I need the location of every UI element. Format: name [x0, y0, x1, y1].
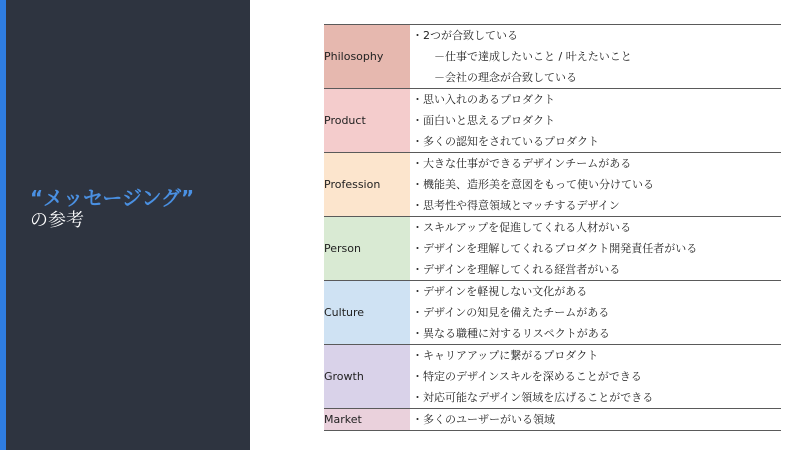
- bullet-item: ・機能美、造形美を意図をもって使い分けている: [412, 178, 654, 191]
- items-cell: [410, 345, 781, 409]
- table-row-philosophy: [324, 25, 781, 89]
- table-row-growth: [324, 345, 781, 409]
- slide-title: “メッセージング”: [30, 186, 195, 210]
- bullet-item: ・思い入れのあるプロダクト: [412, 93, 555, 106]
- category-cell: Culture: [324, 281, 410, 345]
- items-cell: [410, 281, 781, 345]
- bullet-item: ・大きな仕事ができるデザインチームがある: [412, 157, 632, 170]
- bullet-item: ・デザインの知見を備えたチームがある: [412, 306, 610, 319]
- category-cell: Product: [324, 89, 410, 153]
- items-cell: [410, 409, 781, 431]
- table-row-product: [324, 89, 781, 153]
- sub-item: －会社の理念が合致している: [434, 71, 577, 84]
- bullet-item: ・キャリアアップに繋がるプロダクト: [412, 349, 599, 362]
- bullet-item: ・特定のデザインスキルを深めることができる: [412, 370, 642, 383]
- bullet-item: ・2つが合致している: [412, 29, 518, 42]
- items-cell: [410, 153, 781, 217]
- bullet-item: ・デザインを理解してくれる経営者がいる: [412, 263, 621, 276]
- bullet-item: ・多くのユーザーがいる領域: [412, 413, 555, 426]
- category-cell: Growth: [324, 345, 410, 409]
- reference-table-body: [324, 25, 781, 431]
- reference-table: [324, 24, 781, 431]
- items-cell: [410, 89, 781, 153]
- slide-subtitle: の参考: [30, 210, 84, 231]
- bullet-item: ・デザインを軽視しない文化がある: [412, 285, 588, 298]
- category-cell: Person: [324, 217, 410, 281]
- category-cell: Philosophy: [324, 25, 410, 89]
- table-row-person: [324, 217, 781, 281]
- bullet-item: ・スキルアップを促進してくれる人材がいる: [412, 221, 632, 234]
- table-row-profession: [324, 153, 781, 217]
- bullet-item: ・面白いと思えるプロダクト: [412, 114, 555, 127]
- items-cell: [410, 217, 781, 281]
- bullet-item: ・デザインを理解してくれるプロダクト開発責任者がいる: [412, 242, 698, 255]
- accent-bar: [0, 0, 6, 450]
- bullet-item: ・思考性や得意領域とマッチするデザイン: [412, 199, 620, 212]
- table-row-culture: [324, 281, 781, 345]
- bullet-item: ・異なる職種に対するリスペクトがある: [412, 327, 610, 340]
- bullet-item: ・対応可能なデザイン領域を広げることができる: [412, 391, 654, 404]
- title-block: [30, 186, 245, 232]
- table-row-market: [324, 409, 781, 431]
- category-cell: Market: [324, 409, 410, 431]
- title-panel: [0, 0, 250, 450]
- bullet-item: ・多くの認知をされているプロダクト: [412, 135, 599, 148]
- category-cell: Profession: [324, 153, 410, 217]
- items-cell: [410, 25, 781, 89]
- sub-item: －仕事で達成したいこと / 叶えたいこと: [434, 50, 632, 63]
